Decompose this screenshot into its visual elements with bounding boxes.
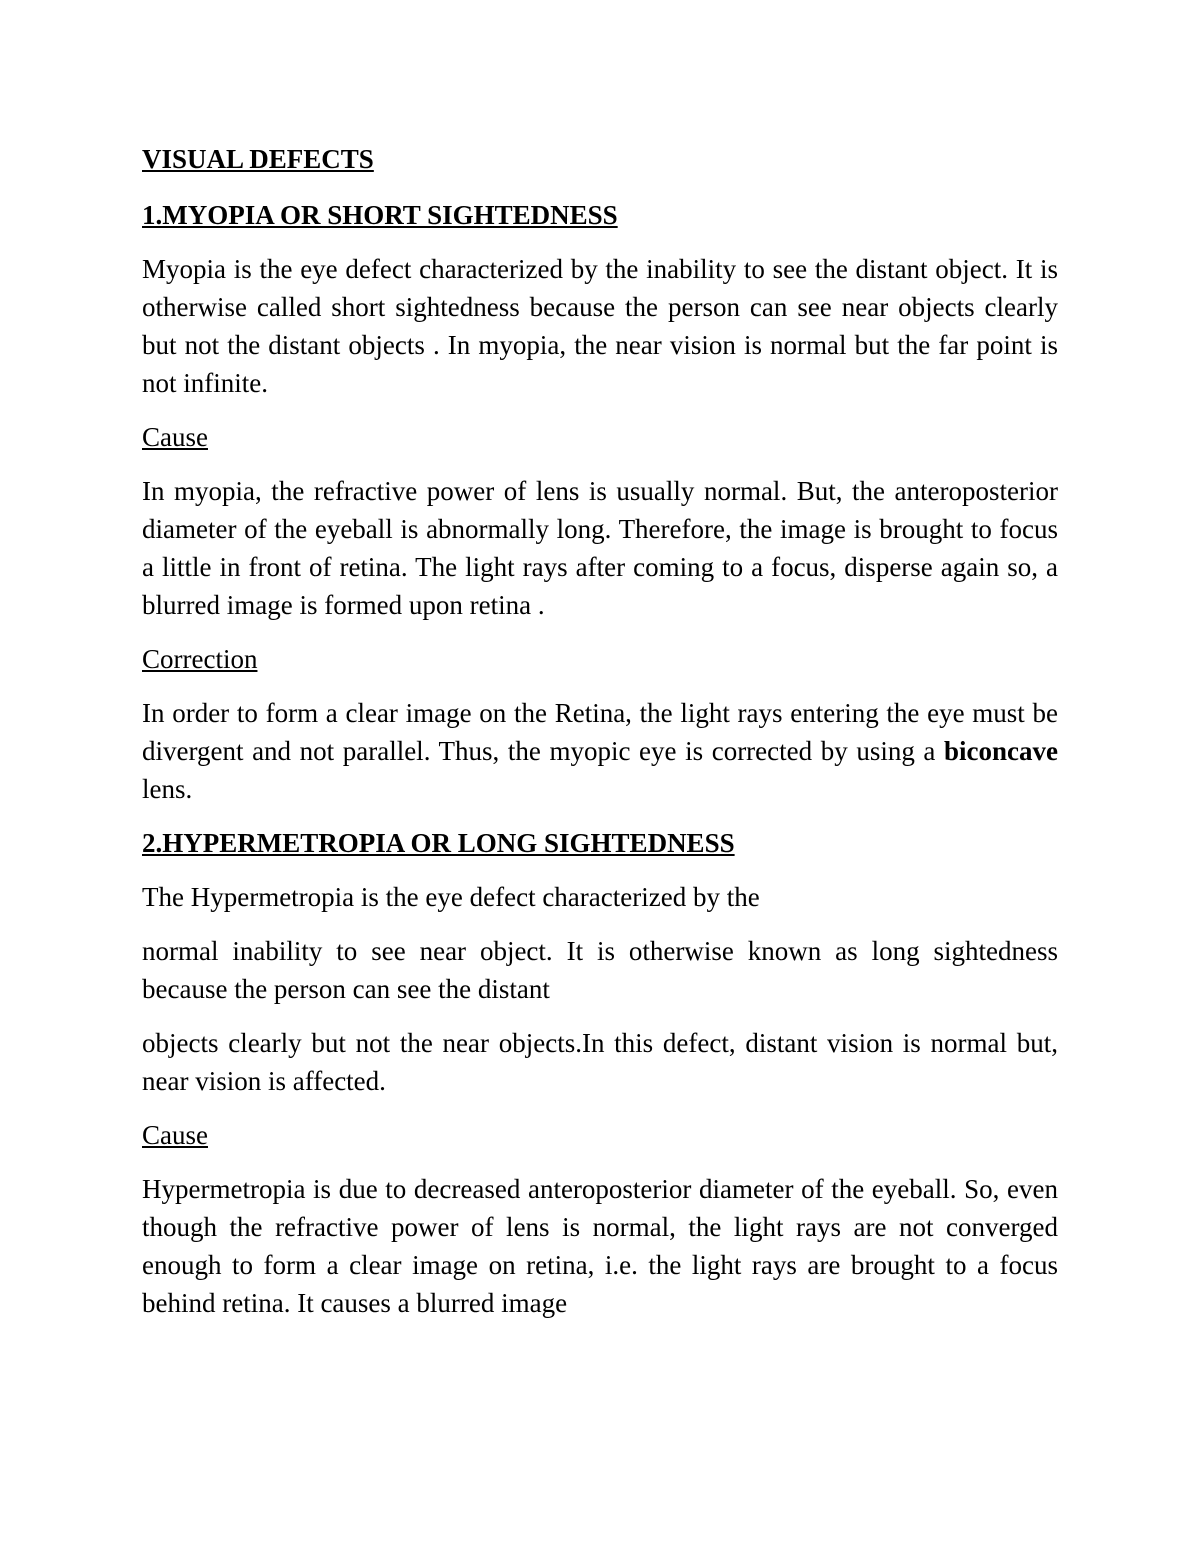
myopia-correction-label: Correction xyxy=(142,644,258,674)
correction-bold-term: biconcave xyxy=(944,736,1058,766)
document-title: VISUAL DEFECTS xyxy=(142,144,374,174)
myopia-correction-text xyxy=(142,694,1058,808)
hypermetropia-intro-3: objects clearly but not the near objects.In this defect, distant vision is normal but, near vision is affected. xyxy=(142,1028,1058,1096)
correction-text-before: In order to form a clear image on the Retina, the light rays entering the eye must be divergent and not parallel. Thus, the myopic eye is corrected by using a xyxy=(142,698,1058,766)
hypermetropia-intro-2: normal inability to see near object. It is otherwise known as long sightedness because the person can see the distant xyxy=(142,936,1058,1004)
myopia-cause-label: Cause xyxy=(142,422,208,452)
document-page xyxy=(142,140,1058,1338)
myopia-cause-text: In myopia, the refractive power of lens is usually normal. But, the anteroposterior diameter of the eyeball is abnormally long. Therefore, the image is brought to focus a little in front of retina. The light rays after coming to a focus, disperse again so, a blurred image is formed upon retina . xyxy=(142,476,1058,620)
hypermetropia-intro-1: The Hypermetropia is the eye defect characterized by the xyxy=(142,882,760,912)
hypermetropia-cause-label: Cause xyxy=(142,1120,208,1150)
hypermetropia-heading: 2.HYPERMETROPIA OR LONG SIGHTEDNESS xyxy=(142,828,735,858)
correction-text-after: lens. xyxy=(142,774,193,804)
hypermetropia-cause-text: Hypermetropia is due to decreased anteroposterior diameter of the eyeball. So, even though the refractive power of lens is normal, the light rays are not converged enough to form a clear image on retina, i.e. the light rays are brought to a focus behind retina. It causes a blurred image xyxy=(142,1174,1058,1318)
myopia-heading: 1.MYOPIA OR SHORT SIGHTEDNESS xyxy=(142,200,618,230)
myopia-intro: Myopia is the eye defect characterized by the inability to see the distant object. It is otherwise called short sightedness because the person can see near objects clearly but not the distant objects . In myopia, the near vision is normal but the far point is not infinite. xyxy=(142,254,1058,398)
